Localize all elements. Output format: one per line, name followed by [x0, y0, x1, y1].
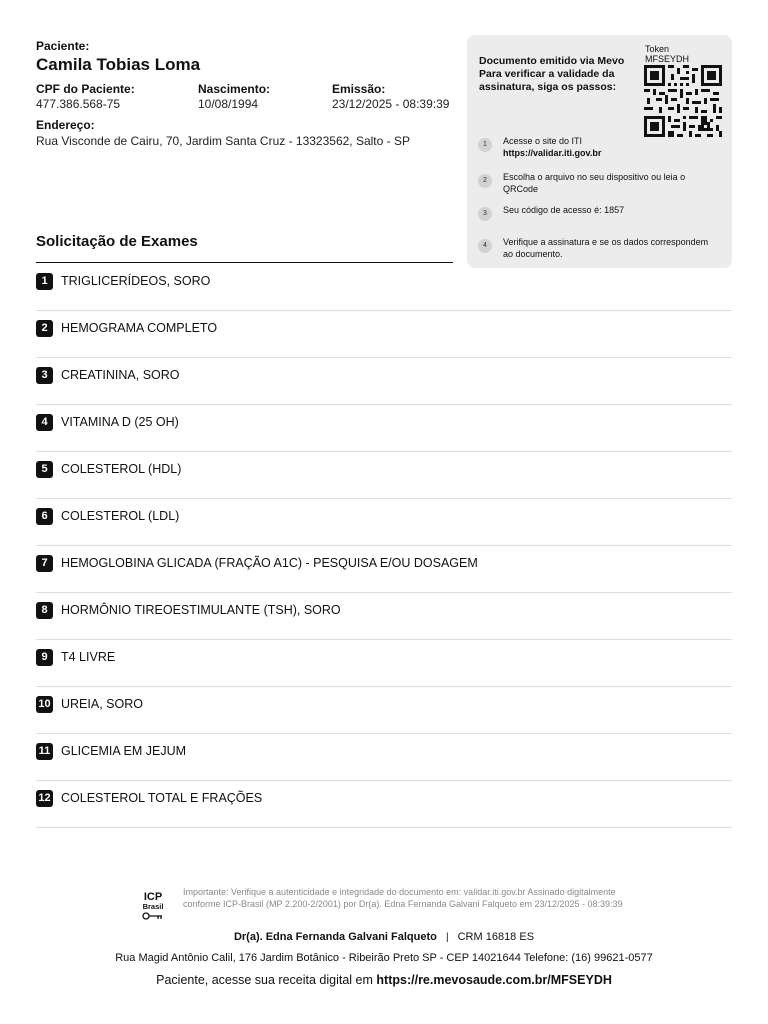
cpf-value: 477.386.568-75 — [36, 97, 121, 111]
exam-number-badge: 6 — [36, 508, 53, 525]
icp-logo-text: ICP — [143, 891, 163, 903]
exam-item — [36, 734, 732, 781]
signature-notice: Importante: Verifique a autenticidade e integridade do documento em: validar.iti.gov.br Assinado digitalmente conforme ICP-Brasil (MP 2.200-2/2001) por Dr(a). Edna Fernanda Galvani Falqueto em 23/12/2025 - 08:39:39 — [183, 887, 623, 909]
exam-name: CREATININA, SORO — [61, 368, 180, 382]
step-text: Verifique a assinatura e se os dados correspondem ao documento. — [503, 237, 709, 259]
issue-value: 23/12/2025 - 08:39:39 — [332, 97, 450, 111]
exam-name: COLESTEROL (HDL) — [61, 462, 182, 476]
exam-item — [36, 499, 732, 546]
birth-label: Nascimento: — [198, 82, 271, 96]
prescription-link[interactable]: https://re.mevosaude.com.br/MFSEYDH — [376, 973, 612, 987]
exam-name: HORMÔNIO TIREOESTIMULANTE (TSH), SORO — [61, 603, 341, 617]
patient-label: Paciente: — [36, 39, 90, 53]
exam-item — [36, 640, 732, 687]
doctor-name: Dr(a). Edna Fernanda Galvani Falqueto — [233, 931, 437, 943]
step-number: 1 — [478, 138, 492, 152]
exam-item — [36, 311, 732, 358]
exam-list — [36, 264, 732, 828]
exam-item — [36, 593, 732, 640]
exams-title: Solicitação de Exames — [36, 233, 198, 250]
exam-item — [36, 546, 732, 593]
exam-number-badge: 5 — [36, 461, 53, 478]
exam-name: TRIGLICERÍDEOS, SORO — [61, 274, 211, 288]
exam-number-badge: 3 — [36, 367, 53, 384]
exam-item — [36, 781, 732, 828]
exam-number-badge: 4 — [36, 414, 53, 431]
clinic-address: Rua Magid Antônio Calil, 176 Jardim Botânico - Ribeirão Preto SP - CEP 14021644 Telefone: (16) 99621-0577 — [115, 952, 653, 964]
exam-name: T4 LIVRE — [61, 650, 116, 664]
verification-panel — [467, 35, 732, 268]
exam-number-badge: 8 — [36, 602, 53, 619]
step-text: Acesse o site do ITI https://validar.iti.gov.br — [503, 136, 602, 158]
crm-number: CRM 16818 ES — [457, 931, 535, 943]
exam-name: COLESTEROL TOTAL E FRAÇÕES — [61, 791, 263, 805]
step-text: Seu código de acesso é: 1857 — [503, 205, 625, 215]
step-number: 3 — [478, 207, 492, 221]
verification-title: Documento emitido via Mevo Para verificar a validade da assinatura, siga os passos: — [479, 55, 625, 93]
token-block — [645, 44, 689, 64]
exam-name: COLESTEROL (LDL) — [61, 509, 180, 523]
exam-name: UREIA, SORO — [61, 697, 143, 711]
exam-number-badge: 7 — [36, 555, 53, 572]
exam-item — [36, 358, 732, 405]
exam-number-badge: 10 — [36, 696, 53, 713]
exam-number-badge: 12 — [36, 790, 53, 807]
iti-link[interactable]: https://validar.iti.gov.br — [503, 148, 602, 158]
issue-label: Emissão: — [332, 82, 386, 96]
token-label: Token — [645, 44, 670, 54]
access-text: Paciente, acesse sua receita digital em — [156, 973, 373, 987]
exam-item — [36, 264, 732, 311]
cpf-label: CPF do Paciente: — [36, 82, 135, 96]
address-label: Endereço: — [36, 118, 95, 132]
token-value: MFSEYDH — [645, 54, 690, 64]
exam-item — [36, 405, 732, 452]
section-divider — [36, 262, 453, 263]
exam-name: GLICEMIA EM JEJUM — [61, 744, 187, 758]
doctor-line — [0, 931, 768, 943]
step-number: 2 — [478, 174, 492, 188]
exam-name: VITAMINA D (25 OH) — [61, 415, 179, 429]
exam-number-badge: 1 — [36, 273, 53, 290]
exam-number-badge: 2 — [36, 320, 53, 337]
step-number: 4 — [478, 239, 492, 253]
exam-number-badge: 11 — [36, 743, 53, 760]
exam-number-badge: 9 — [36, 649, 53, 666]
icp-brasil-logo-icon — [138, 889, 168, 923]
exam-item — [36, 687, 732, 734]
birth-value: 10/08/1994 — [198, 97, 259, 111]
address-value: Rua Visconde de Cairu, 70, Jardim Santa Cruz - 13323562, Salto - SP — [36, 134, 410, 148]
separator: | — [445, 932, 449, 943]
exam-name: HEMOGRAMA COMPLETO — [61, 321, 218, 335]
brasil-logo-text: Brasil — [142, 902, 164, 911]
exam-name: HEMOGLOBINA GLICADA (FRAÇÃO A1C) - PESQUISA E/OU DOSAGEM — [61, 556, 478, 570]
access-line — [0, 973, 768, 987]
patient-name: Camila Tobias Loma — [36, 55, 201, 74]
qr-code-icon[interactable] — [644, 65, 722, 137]
step-text: Escolha o arquivo no seu dispositivo ou leia o QRCode — [503, 172, 686, 194]
exam-item — [36, 452, 732, 499]
